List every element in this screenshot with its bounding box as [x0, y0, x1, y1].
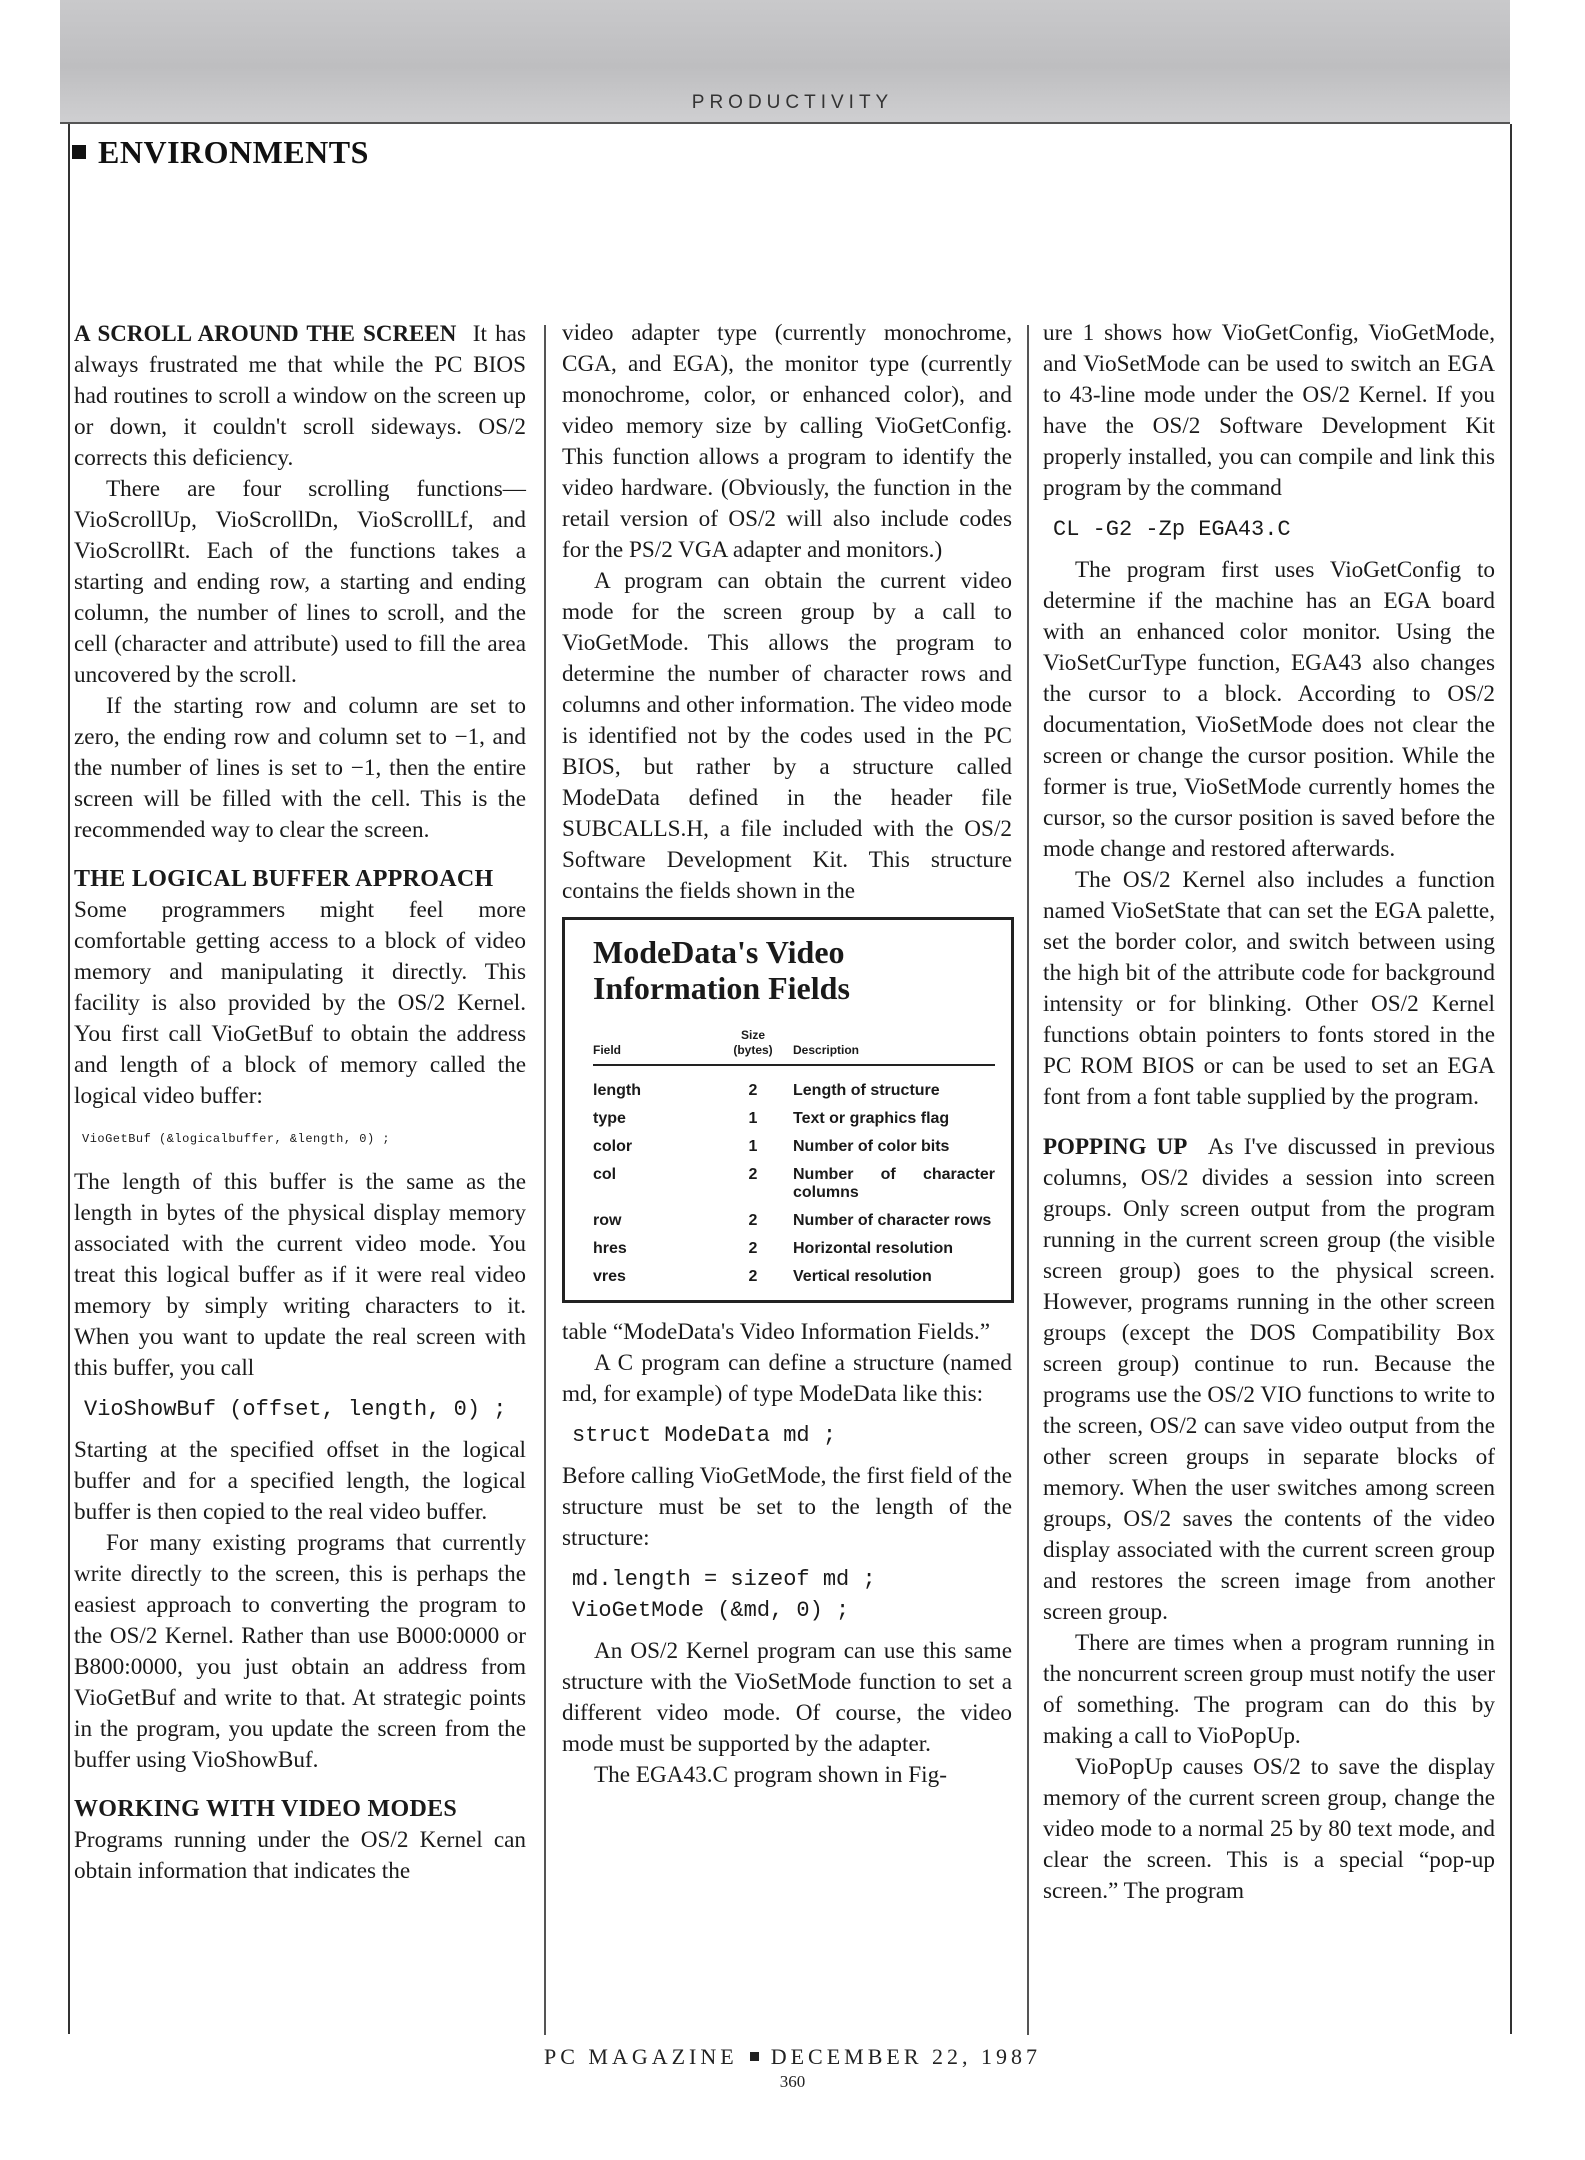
column-2	[562, 318, 1012, 1791]
table-cell-field: row	[593, 1212, 622, 1229]
section-label: PRODUCTIVITY	[691, 92, 894, 113]
table-row	[593, 1065, 995, 1104]
table-cell-size: 2	[748, 1166, 758, 1183]
magazine-name: PC MAGAZINE	[543, 2044, 738, 2069]
section-heading: POPPING UP	[1043, 1134, 1188, 1159]
table-cell-description: Text or graphics flag	[793, 1110, 950, 1127]
table-cell-size: 2	[748, 1082, 758, 1099]
table-cell-size: 2	[748, 1212, 758, 1229]
table-header-description: Description	[793, 1028, 995, 1065]
table-row	[593, 1104, 995, 1132]
paragraph: Before calling VioGetMode, the first field of the structure must be set to the length of the structure:	[562, 1463, 1012, 1551]
table-cell-description: Number of character columns	[793, 1166, 995, 1201]
paragraph: table “ModeData's Video Information Fields.”	[562, 1319, 990, 1345]
column-1	[74, 318, 526, 1887]
paragraph	[1043, 1131, 1495, 1628]
paragraph-text: It has always frustrated me that while the PC BIOS had routines to scroll a window on the screen up or down, it couldn't scroll sideways. OS/2 corrects this deficiency.	[74, 321, 526, 471]
page-title-text: ENVIRONMENTS	[98, 134, 369, 170]
code-snippet: md.length = sizeof md ; VioGetMode (&md, 0) ;	[572, 1567, 876, 1623]
table-cell-description: Number of color bits	[793, 1138, 950, 1155]
left-border-rule	[68, 124, 70, 2034]
table-cell-field: length	[593, 1082, 641, 1099]
paragraph: Programs running under the OS/2 Kernel can obtain information that indicates the	[74, 1827, 526, 1884]
footer-bullet-icon	[750, 2052, 759, 2061]
table-cell-size: 1	[748, 1110, 758, 1127]
table-cell-description: Horizontal resolution	[793, 1240, 953, 1257]
page-title	[72, 134, 369, 171]
table-cell-field: col	[593, 1166, 617, 1183]
table-cell-size: 2	[748, 1268, 758, 1285]
paragraph: The OS/2 Kernel also includes a function named VioSetState that can set the EGA palette, set the border color, and switch between using the high bit of the attribute code for background intensity or for blinking. Other OS/2 Kernel functions obtain pointers to fonts stored in the PC ROM BIOS or can be used to set an EGA font from a font table supplied by the program.	[1043, 867, 1495, 1110]
column-divider-2	[1027, 325, 1029, 2035]
table-cell-description: Length of structure	[793, 1082, 940, 1099]
code-snippet: CL -G2 -Zp EGA43.C	[1053, 517, 1291, 542]
issue-date: DECEMBER 22, 1987	[770, 2044, 1042, 2069]
bullet-square-icon	[72, 145, 86, 159]
paragraph: ure 1 shows how VioGetConfig, VioGetMode, and VioSetMode can be used to switch an EGA to 43-line mode under the OS/2 Kernel. If you have the OS/2 Software Development Kit properly installed, you can compile and link this program by the command	[1043, 320, 1495, 501]
page-number: 360	[779, 2072, 806, 2091]
section-heading: THE LOGICAL BUFFER APPROACH	[74, 866, 494, 892]
modedata-table	[593, 1028, 995, 1290]
paragraph	[74, 318, 526, 474]
paragraph: There are times when a program running in the noncurrent screen group must notify the user of something. The program can do this by making a call to VioPopUp.	[1043, 1630, 1495, 1749]
table-header-field: Field	[593, 1028, 713, 1065]
page-footer	[0, 2044, 1585, 2070]
table-cell-size: 1	[748, 1138, 758, 1155]
code-snippet: VioGetBuf (&logicalbuffer, &length, 0) ;	[82, 1132, 391, 1146]
paragraph: Starting at the specified offset in the logical buffer and for a specified length, the logical buffer is then copied to the real video buffer.	[74, 1437, 526, 1525]
column-divider-1	[544, 325, 546, 2035]
table-cell-size: 2	[748, 1240, 758, 1257]
table-cell-field: hres	[593, 1240, 627, 1257]
header-rule	[60, 122, 1510, 124]
paragraph: If the starting row and column are set to zero, the ending row and column set to −1, and the number of lines is set to −1, then the entire screen will be filled with the cell. This is the recommended way to clear the screen.	[74, 693, 526, 843]
paragraph: An OS/2 Kernel program can use this same structure with the VioSetMode function to set a different video mode. Of course, the video mode must be supported by the adapter.	[562, 1638, 1012, 1757]
table-header-size: Size (bytes)	[713, 1028, 793, 1065]
paragraph: Some programmers might feel more comfortable getting access to a block of video memory and manipulating it directly. This facility is also provided by the OS/2 Kernel. You first call VioGetBuf to obtain the address and length of a block of memory called the logical video buffer:	[74, 897, 526, 1109]
table-row	[593, 1206, 995, 1234]
paragraph: There are four scrolling functions—VioScrollUp, VioScrollDn, VioScrollLf, and VioScrollRt. Each of the functions takes a starting and ending row, a starting and ending column, the number of lines to scroll, and the cell (character and attribute) used to fill the area uncovered by the scroll.	[74, 476, 526, 688]
section-heading: WORKING WITH VIDEO MODES	[74, 1796, 458, 1822]
paragraph: A C program can define a structure (named md, for example) of type ModeData like this:	[562, 1350, 1012, 1407]
table-cell-field: type	[593, 1110, 626, 1127]
table-cell-description: Vertical resolution	[793, 1268, 932, 1285]
column-3	[1043, 318, 1495, 1907]
table-row	[593, 1234, 995, 1262]
paragraph: A program can obtain the current video mode for the screen group by a call to VioGetMode. This allows the program to determine the number of character rows and columns and other information. The video mode is identified not by the codes used in the PC BIOS, but rather by a structure called ModeData defined in the header file SUBCALLS.H, a file included with the OS/2 Software Development Kit. This structure contains the fields shown in the	[562, 568, 1012, 904]
paragraph: The length of this buffer is the same as the length in bytes of the physical display memory associated with the current video mode. You treat this logical buffer as if it were real video memory by simply writing characters to it. When you want to update the real screen with this buffer, you call	[74, 1169, 526, 1381]
modedata-table-box	[562, 917, 1014, 1303]
table-title: ModeData's Video Information Fields	[593, 934, 850, 1006]
paragraph: For many existing programs that currently write directly to the screen, this is perhaps the easiest approach to converting the program to the OS/2 Kernel. Rather than use B000:0000 or B800:0000, you just obtain an address from VioGetBuf and write to that. At strategic points in the program, you update the screen from the buffer using VioShowBuf.	[74, 1530, 526, 1773]
right-border-rule	[1510, 124, 1512, 2034]
code-snippet: VioShowBuf (offset, length, 0) ;	[84, 1397, 507, 1422]
table-cell-description: Number of character rows	[793, 1212, 992, 1229]
paragraph: video adapter type (currently monochrome, CGA, and EGA), the monitor type (currently monochrome, color, or enhanced color), and video memory size by calling VioGetConfig. This function allows a program to identify the video hardware. (Obviously, the function in the retail version of OS/2 will also include codes for the PS/2 VGA adapter and monitors.)	[562, 320, 1012, 563]
code-snippet: struct ModeData md ;	[572, 1423, 837, 1448]
table-row	[593, 1262, 995, 1290]
section-heading: A SCROLL AROUND THE SCREEN	[74, 321, 457, 346]
table-cell-field: color	[593, 1138, 633, 1155]
table-row	[593, 1132, 995, 1160]
paragraph: The program first uses VioGetConfig to determine if the machine has an EGA board with an enhanced color monitor. Using the VioSetCurType function, EGA43 also changes the cursor to a block. According to OS/2 documentation, VioSetMode does not clear the screen or change the cursor position. While the former is true, VioSetMode currently homes the cursor, so the cursor position is saved before the mode change and restored afterwards.	[1043, 557, 1495, 862]
paragraph-text: As I've discussed in previous columns, OS/2 divides a session into screen groups. Only screen output from the program running in the current screen group (the visible screen group) goes to the physical screen. However, programs running in the other screen groups (except the DOS Compatibility Box screen group) continue to run. Because the programs use the OS/2 VIO functions to write to the screen, OS/2 can save video output from the other screen groups in separate blocks of memory. When the user switches among screen groups, OS/2 saves the contents of the video display associated with the current screen group and restores the screen image from another screen group.	[1043, 1134, 1495, 1625]
table-cell-field: vres	[593, 1268, 626, 1285]
paragraph: The EGA43.C program shown in Fig-	[594, 1762, 947, 1788]
table-row	[593, 1160, 995, 1206]
paragraph: VioPopUp causes OS/2 to save the display memory of the current screen group, change the video mode to a normal 25 by 80 text mode, and clear the screen. This is a special “pop-up screen.” The program	[1043, 1754, 1495, 1904]
